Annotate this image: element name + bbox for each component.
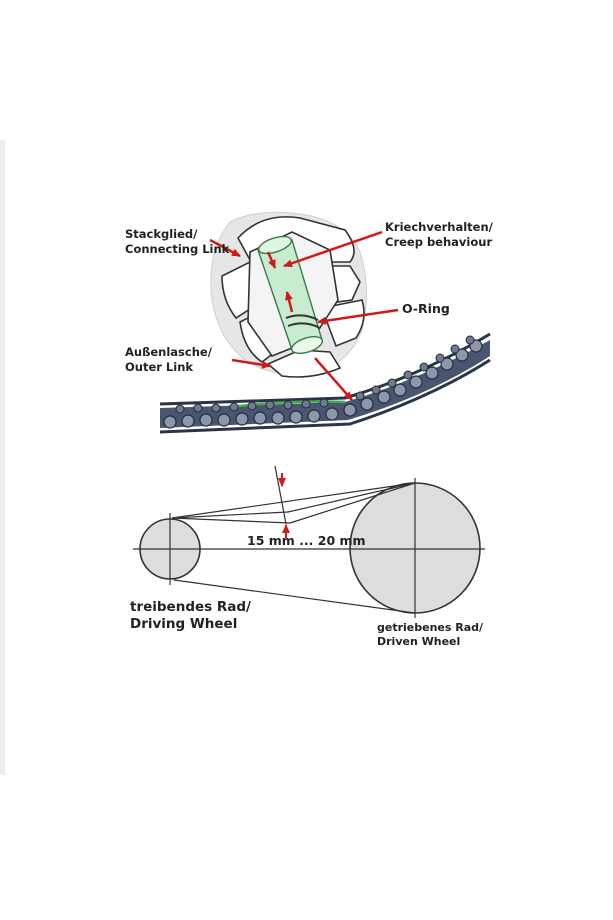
- driven-wheel-line1: getriebenes Rad/: [377, 621, 484, 634]
- sag-label: 15 mm ... 20 mm: [247, 533, 366, 548]
- outer-link-line2: Outer Link: [125, 360, 194, 374]
- connecting-link-line1: Stackglied/: [125, 227, 198, 241]
- creep-line2: Creep behaviour: [385, 235, 493, 249]
- driving-wheel-line1: treibendes Rad/: [130, 599, 251, 615]
- creep-label: [385, 220, 497, 249]
- outer-link-line1: Außenlasche/: [125, 345, 212, 359]
- creep-line1: Kriechverhalten/: [385, 220, 493, 234]
- connecting-link-line2: Connecting Link: [125, 242, 230, 256]
- driven-wheel-label: [377, 621, 487, 648]
- oring-label: O-Ring: [402, 301, 450, 316]
- chain-closeup-group: [125, 212, 497, 432]
- chain-sag-group: [130, 466, 487, 648]
- outer-link-label: [125, 345, 216, 374]
- driving-wheel-line2: Driving Wheel: [130, 616, 238, 632]
- driven-wheel-line2: Driven Wheel: [377, 635, 461, 648]
- connecting-link-label: [125, 227, 230, 256]
- driving-wheel-label: [130, 599, 256, 632]
